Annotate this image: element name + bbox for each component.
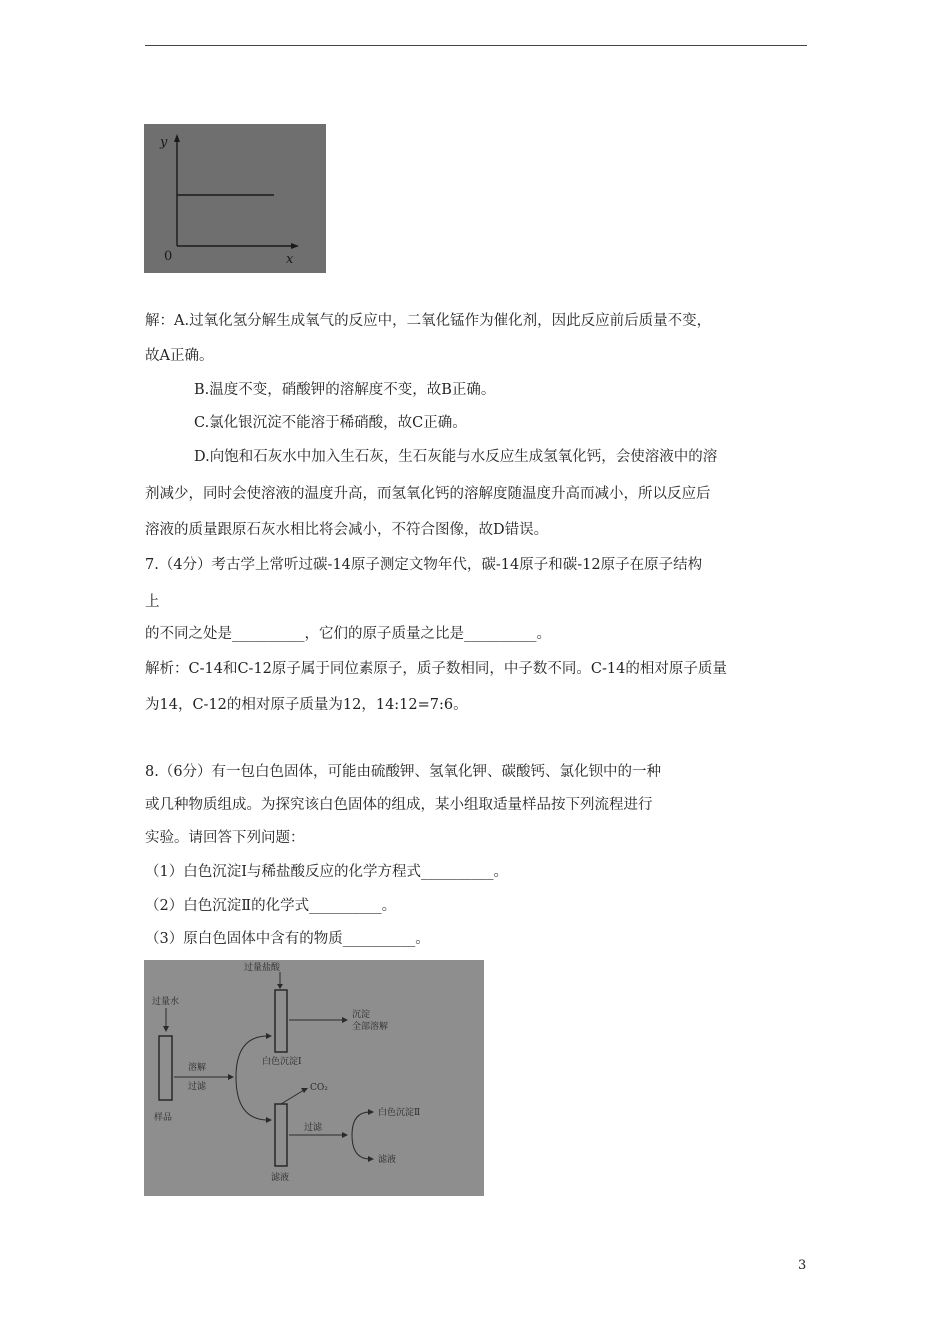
q7-line-3: 的不同之处是__________，它们的原子质量之比是__________。	[145, 626, 551, 642]
x-label: x	[286, 252, 294, 267]
water-arrow-icon	[163, 1026, 169, 1032]
page-number: 3	[798, 1258, 807, 1273]
arrow-dissolve-filter-icon	[228, 1074, 234, 1080]
q8-line-3: 实验。请回答下列问题：	[145, 830, 305, 846]
q8-line-1: 8.（6分）有一包白色固体，可能由硫酸钾、氢氧化钾、碳酸钙、氯化钡中的一种	[145, 764, 662, 780]
filtrate2-label: 滤液	[378, 1155, 397, 1165]
arrow-filter2-icon	[342, 1132, 348, 1138]
tube-1	[275, 990, 287, 1052]
solution-line-4: C.氯化银沉淀不能溶于稀硝酸，故C正确。	[194, 415, 467, 431]
branch-filtrate	[352, 1135, 370, 1159]
solution-line-5: D.向饱和石灰水中加入生石灰，生石灰能与水反应生成氢氧化钙，会使溶液中的溶	[194, 449, 718, 465]
branch-down	[236, 1077, 268, 1120]
solution-line-2: 故A正确。	[145, 348, 214, 364]
dissolved-label-2: 全部溶解	[352, 1022, 389, 1032]
header-rule	[145, 45, 807, 46]
solution-line-6: 剂减少，同时会使溶液的温度升高，而氢氧化钙的溶解度随温度升高而减小，所以反应后	[145, 486, 711, 502]
flowchart-figure	[144, 960, 484, 1196]
branch-ppt2	[352, 1112, 370, 1135]
branch-up-icon	[266, 1033, 272, 1039]
dissolved-label: 沉淀	[352, 1010, 371, 1020]
co2-arrow-icon	[301, 1088, 308, 1093]
filter1-label: 过滤	[188, 1082, 207, 1092]
co2-label: CO₂	[310, 1083, 328, 1093]
solution-line-3: B.温度不变，硝酸钾的溶解度不变，故B正确。	[194, 382, 496, 398]
x-axis-arrow-icon	[291, 243, 299, 249]
q7-line-1: 7.（4分）考古学上常听过碳-14原子测定文物年代，碳-14原子和碳-12原子在原子结构	[145, 557, 703, 573]
q7-line-2: 上	[145, 594, 160, 610]
ppt2-label: 白色沉淀Ⅱ	[378, 1108, 421, 1118]
q8-line-2: 或几种物质组成。为探究该白色固体的组成，某小组取适量样品按下列流程进行	[145, 797, 653, 813]
solution-line-7: 溶液的质量跟原石灰水相比将会减小，不符合图像，故D错误。	[145, 522, 549, 538]
solution-line-1: 解：A.过氧化氢分解生成氧气的反应中，二氧化锰作为催化剂，因此反应前后质量不变，	[145, 313, 712, 329]
sample-tube	[159, 1036, 172, 1100]
co2-arrow	[281, 1090, 304, 1104]
ppt1-label: 白色沉淀Ⅰ	[262, 1057, 302, 1067]
origin-label: 0	[164, 249, 173, 264]
y-axis-arrow-icon	[174, 134, 180, 142]
sample-label: 样品	[154, 1113, 173, 1123]
arrow-dissolved-icon	[342, 1017, 348, 1023]
acid-arrow-icon	[277, 984, 283, 989]
acid-label: 过量盐酸	[244, 963, 281, 973]
q8-sub-2: （2）白色沉淀Ⅱ的化学式__________。	[145, 898, 397, 914]
q8-sub-3: （3）原白色固体中含有的物质__________。	[145, 931, 430, 947]
water-label: 过量水	[152, 997, 180, 1007]
filter2-label: 过滤	[304, 1123, 323, 1133]
graph-figure	[144, 124, 326, 273]
branch-filtrate-icon	[368, 1156, 374, 1162]
tube-2	[275, 1104, 287, 1166]
branch-ppt2-icon	[368, 1109, 374, 1115]
branch-down-icon	[266, 1117, 272, 1123]
q7-answer-1: 解析：C-14和C-12原子属于同位素原子，质子数相同，中子数不同。C-14的相对原子质量	[145, 661, 727, 677]
q7-answer-2: 为14，C-12的相对原子质量为12，14:12=7:6。	[145, 697, 468, 713]
filtrate1-label: 滤液	[271, 1173, 290, 1183]
dissolve-label: 溶解	[188, 1063, 207, 1073]
q8-sub-1: （1）白色沉淀Ⅰ与稀盐酸反应的化学方程式__________。	[145, 864, 508, 880]
y-label: y	[160, 135, 168, 150]
